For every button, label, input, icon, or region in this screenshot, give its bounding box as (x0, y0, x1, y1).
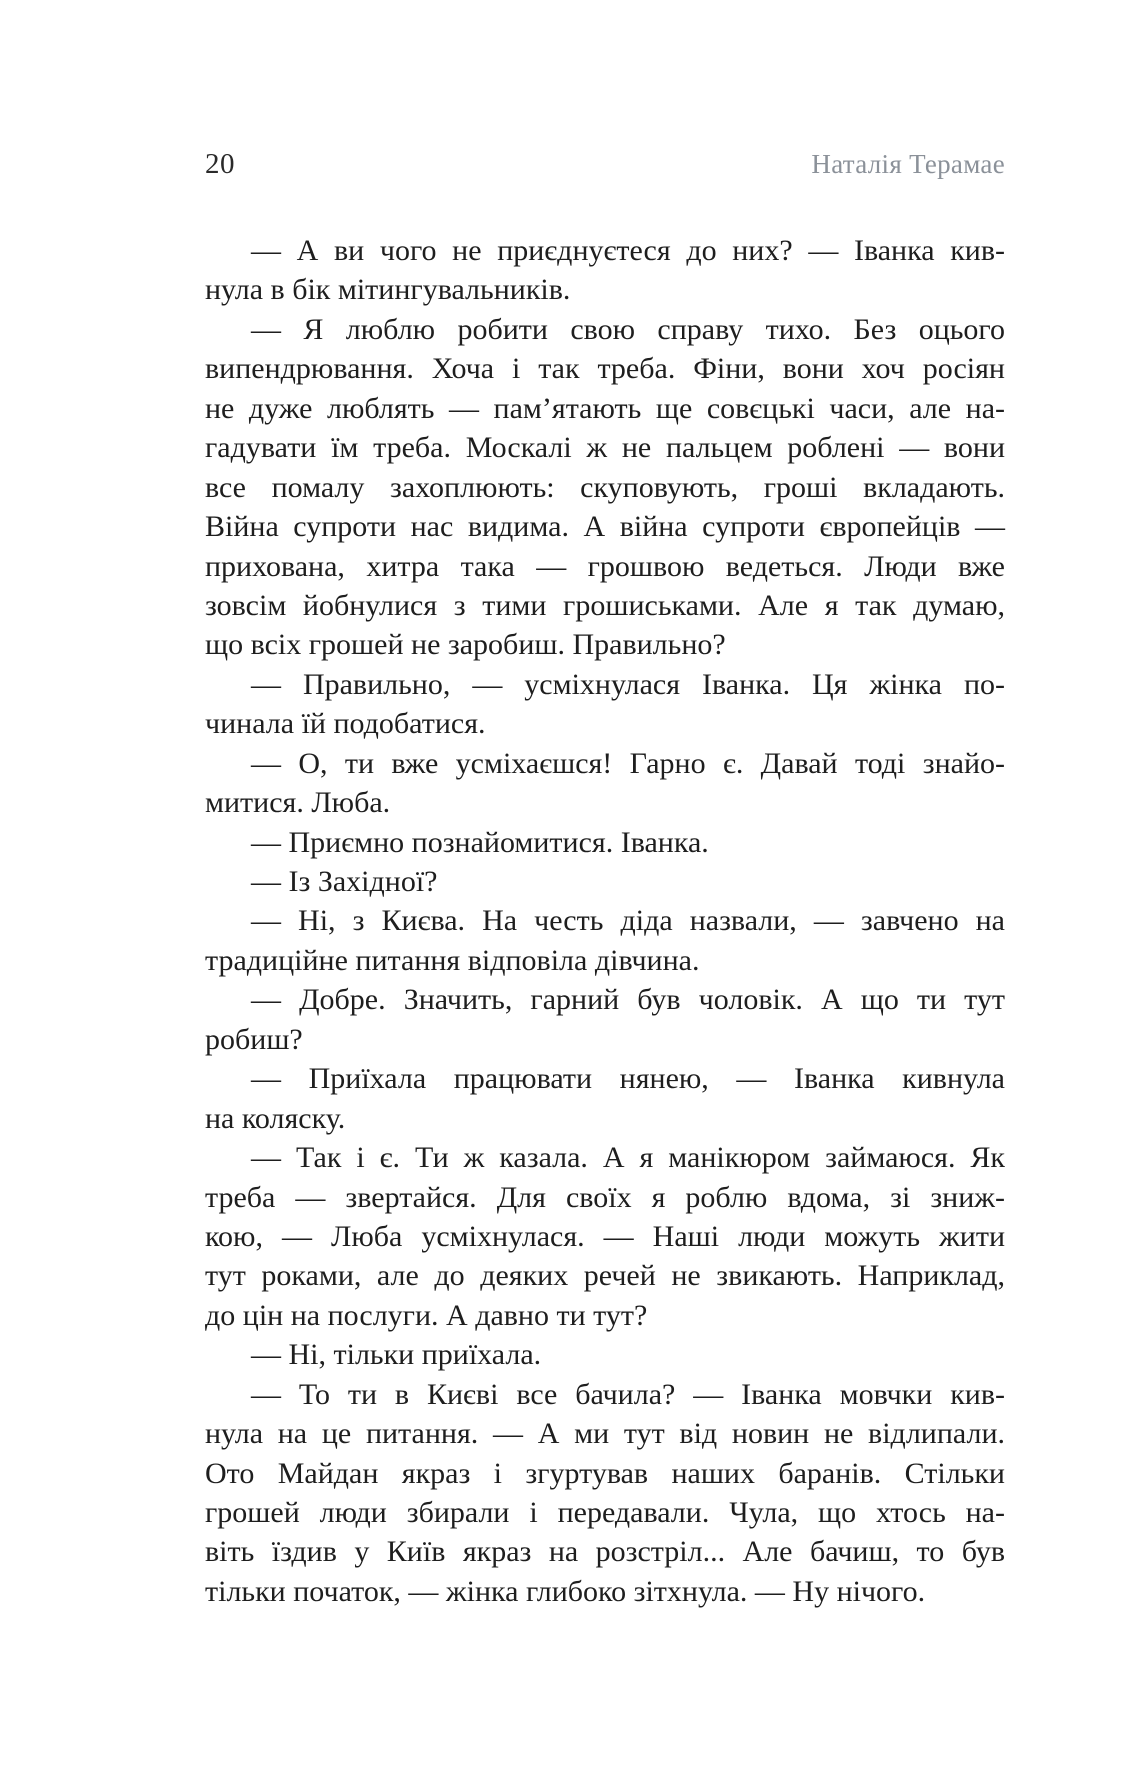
text-line: тільки початок, — жінка глибоко зітхнула. — Ну нічого. (205, 1574, 926, 1608)
text-line: — А ви чого не приєднуєтеся до них? — Іванка кив- (251, 234, 1005, 267)
text-line: — Із Західної? (251, 865, 438, 898)
text-line: гадувати їм треба. Москалі ж не пальцем роблені — вони (205, 431, 1005, 465)
text-line: кою, — Люба усміхнулася. — Наші люди можуть жити (205, 1219, 1005, 1253)
text-line: до цін на послуги. А давно ти тут? (205, 1298, 648, 1332)
text-line: все помалу захоплюють: скуповують, гроші вкладають. (205, 470, 1005, 504)
text-line: нула в бік мітингувальників. (205, 273, 571, 307)
text-line: віть їздив у Київ якраз на розстріл... Але бачиш, то був (205, 1535, 1005, 1569)
text-line: — Ні, з Києва. На честь діда назвали, — завчено на (251, 904, 1005, 938)
text-line: грошей люди збирали і передавали. Чула, що хтось на- (205, 1496, 1005, 1529)
text-line: — Ні, тільки приїхала. (251, 1338, 542, 1372)
text-line: тут роками, але до деяких речей не звикають. Наприклад, (205, 1259, 1005, 1293)
text-line: — Так і є. Ти ж казала. А я манікюром займаюся. Як (251, 1141, 1005, 1175)
running-header-author: Наталія Терамае (811, 149, 1005, 179)
text-line: нула на це питання. — А ми тут від новин не відлипали. (205, 1417, 1005, 1451)
text-line: — Приїхала працювати нянею, — Іванка кивнула (251, 1062, 1005, 1096)
text-line: — О, ти вже усміхаєшся! Гарно є. Давай тоді знайо- (251, 746, 1005, 780)
text-line: традиційне питання відповіла дівчина. (205, 943, 700, 977)
text-line: — Добре. Значить, гарний був чоловік. А що ти тут (251, 983, 1005, 1017)
text-line: на коляску. (205, 1101, 346, 1135)
text-line: — Я люблю робити свою справу тихо. Без оцього (251, 312, 1005, 346)
text-line: чинала їй подобатися. (205, 707, 486, 741)
text-line: робиш? (205, 1022, 303, 1056)
page-number: 20 (205, 148, 235, 180)
page-body-text (205, 231, 1005, 1611)
text-line: треба — звертайся. Для своїх я роблю вдома, зі зниж- (205, 1180, 1005, 1214)
text-line: не дуже люблять — пам’ятають ще совєцькі часи, але на- (205, 391, 1005, 425)
running-header (205, 148, 1005, 181)
text-line: — Приємно познайомитися. Іванка. (251, 825, 709, 859)
text-line: митися. Люба. (205, 786, 391, 820)
text-line: зовсім йобнулися з тими грошиськами. Але я так думаю, (205, 588, 1005, 622)
text-line: що всіх грошей не заробиш. Правильно? (205, 628, 726, 662)
text-line: прихована, хитра така — грошвою ведеться. Люди вже (205, 549, 1005, 583)
text-line: Війна супроти нас видима. А війна супроти європейців — (205, 510, 1005, 544)
text-line: — Правильно, — усміхнулася Іванка. Ця жінка по- (251, 667, 1005, 701)
text-line: — То ти в Києві все бачила? — Іванка мовчки кив- (251, 1377, 1005, 1411)
text-line: Ото Майдан якраз і згуртував наших баранів. Стільки (205, 1456, 1005, 1490)
text-line: випендрювання. Хоча і так треба. Фіни, вони хоч росіян (205, 352, 1005, 386)
